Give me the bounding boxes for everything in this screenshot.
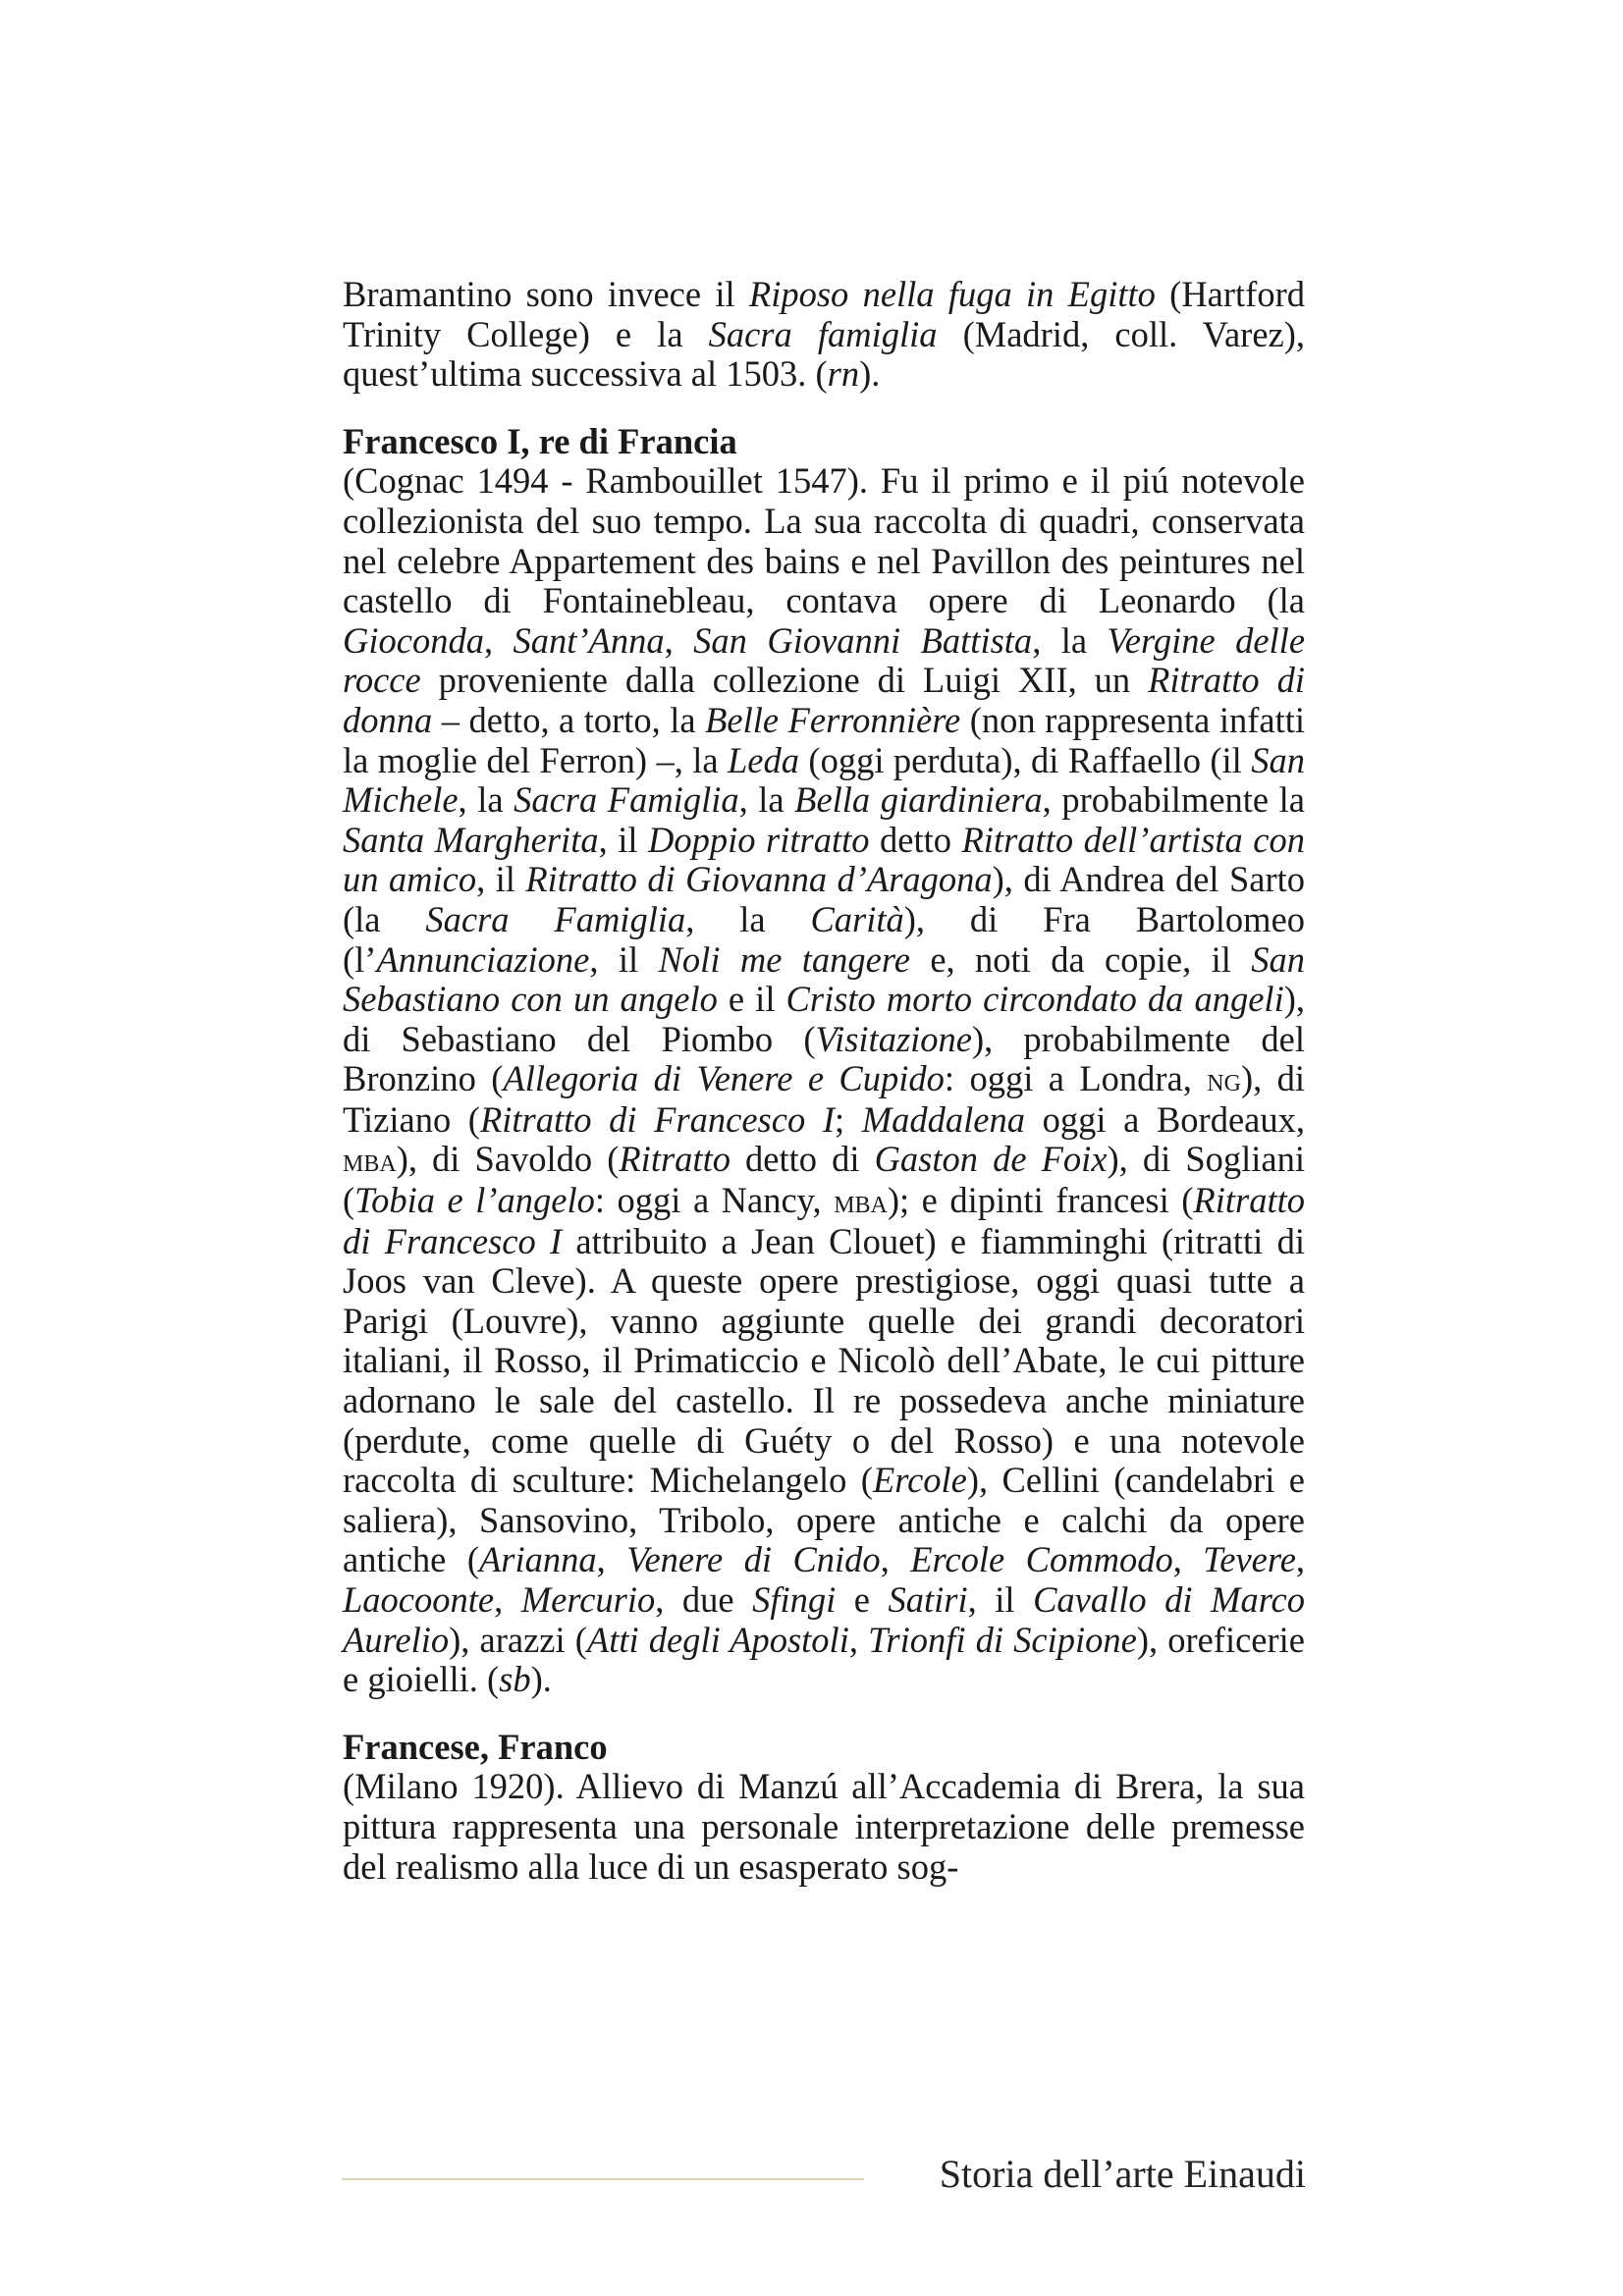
body-text: , la: [458, 779, 514, 821]
museum-abbreviation: mba: [834, 1183, 888, 1221]
artwork-title: Maddalena: [861, 1098, 1026, 1140]
artwork-title: Leda: [728, 739, 799, 780]
artwork-title: Ritratto di Giovanna d’Aragona: [525, 859, 993, 900]
body-text: ,: [848, 1619, 869, 1660]
artwork-title: San Giovanni Battista: [693, 619, 1033, 661]
artwork-title: Annunciazione: [376, 938, 590, 980]
artwork-title: Ritratto: [619, 1139, 730, 1180]
artwork-title: Ritratto dell’artista con un amico: [343, 819, 1305, 900]
body-text: ), di Andrea del Sarto (la: [343, 859, 1306, 939]
body-text: : oggi a Londra,: [944, 1058, 1208, 1099]
publication-title: Storia dell’arte Einaudi: [939, 2152, 1306, 2196]
artwork-title: Tobia e l’angelo: [354, 1180, 595, 1221]
body-text: – detto, a torto, la: [432, 699, 706, 740]
body-text: , il: [967, 1579, 1034, 1620]
artwork-title: San Sebastiano con un angelo: [343, 938, 1305, 1020]
artwork-title: Carità: [810, 898, 904, 939]
body-text: ), di Tiziano (: [343, 1058, 1306, 1140]
body-text: , il: [589, 938, 659, 980]
body-text: (non rappresenta infatti la moglie del Ferron) –, la: [343, 699, 1305, 780]
page-footer: [342, 2150, 1306, 2199]
entry-body: [343, 461, 1305, 1699]
body-text: ).: [530, 1659, 552, 1700]
page-body: [343, 275, 1305, 1914]
body-text: oggi a Bordeaux,: [1025, 1098, 1305, 1140]
artwork-title: Vergine delle rocce: [343, 619, 1306, 701]
body-text: , il: [598, 819, 649, 860]
body-text: (oggi perduta), di Raffaello (il: [799, 739, 1252, 780]
artwork-title: Mercurio: [520, 1579, 656, 1620]
artwork-title: Sacra Famiglia: [514, 779, 739, 821]
body-text: , la: [1032, 619, 1108, 661]
intro-text: Bramantino sono invece il: [343, 274, 749, 314]
body-text: detto di: [730, 1139, 875, 1180]
entry-title: Francesco I, re di Francia: [343, 420, 737, 461]
body-text: e il: [717, 979, 786, 1020]
artwork-title: Noli me tangere: [658, 938, 910, 980]
intro-text: ).: [859, 353, 881, 395]
body-text: , la: [738, 779, 795, 821]
entry-francesco-i: [343, 422, 1305, 1700]
body-text: , due: [655, 1579, 753, 1620]
body-text: ), di Savoldo (: [396, 1139, 620, 1180]
body-text: ), di Sogliani (: [343, 1139, 1306, 1221]
body-text: proveniente dalla collezione di Luigi XII, un: [420, 660, 1149, 701]
artwork-title: Belle Ferronnière: [705, 699, 961, 740]
artwork-title: Doppio ritratto: [648, 819, 870, 860]
footer-rule: [342, 2178, 864, 2180]
artwork-title: Satiri: [888, 1579, 968, 1620]
artwork-title: sb: [499, 1659, 531, 1700]
artwork-title: Gioconda: [343, 619, 484, 661]
body-text: ,: [596, 1539, 627, 1580]
intro-text: (Madrid, coll. Varez), quest’ultima successiva al 1503. (: [343, 313, 1306, 395]
artwork-title: Sacra Famiglia: [425, 898, 686, 939]
body-text: , la: [685, 898, 811, 939]
body-text: ), di Fra Bartolomeo (l’: [343, 898, 1306, 980]
artwork-title: Santa Margherita: [343, 819, 599, 860]
artwork-title: Sant’Anna: [513, 619, 665, 661]
body-text: , il: [476, 859, 526, 900]
body-text: ); e dipinti francesi (: [887, 1180, 1194, 1221]
body-text: ,: [483, 619, 514, 661]
artwork-title: Tevere: [1203, 1539, 1296, 1580]
body-text: e, noti da copie, il: [909, 938, 1252, 980]
body-text: (Cognac 1494 - Rambouillet 1547). Fu il primo e il piú notevole collezionista del suo tempo. La sua raccolta di quadri, conservata nel celebre Appartement des bains e nel Pavillon des peintures nel castello di Fontainebleau, contava opere di Leonardo (la: [343, 460, 1305, 621]
entry-body: (Milano 1920). Allievo di Manzú all’Accademia di Brera, la sua pittura rappresenta una personale interpretazione delle premesse del realismo alla luce di un esasperato sog-: [343, 1766, 1305, 1887]
intro-paragraph: [343, 275, 1305, 395]
body-text: ), Cellini (candelabri e saliera), Sansovino, Tribolo, opere antiche e calchi da opere antiche (: [343, 1460, 1306, 1580]
body-text: ,: [1295, 1539, 1306, 1580]
artwork-title: Ritratto di donna: [343, 660, 1305, 740]
body-text: e: [836, 1579, 889, 1620]
museum-abbreviation: mba: [343, 1142, 397, 1180]
intro-text: (Hartford Trinity College) e la: [343, 274, 1305, 354]
artwork-title: Ritratto di Francesco I: [479, 1098, 835, 1140]
body-text: ;: [835, 1098, 862, 1140]
body-text: ), oreficerie e gioielli. (: [343, 1619, 1306, 1700]
body-text: attribuito a Jean Clouet) e fiamminghi (ritratti di Joos van Cleve). A queste opere prestigiose, oggi quasi tutte a Parigi (Louvre), vanno aggiunte quelle dei grandi decoratori italiani, il Rosso, il Primaticcio e Nicolò dell’Abate, le cui pitture adornano le sale del castello. Il re possedeva anche miniature (perdute, come quelle di Guéty o del Rosso) e una notevole raccolta di sculture: Michelangelo (: [343, 1220, 1305, 1501]
body-text: ), di Sebastiano del Piombo (: [343, 979, 1305, 1059]
body-text: ,: [880, 1539, 911, 1580]
artwork-title: Atti degli Apostoli: [586, 1619, 849, 1660]
body-text: ,: [664, 619, 694, 661]
artwork-title: Gaston de Foix: [874, 1139, 1108, 1180]
body-text: detto: [869, 819, 962, 860]
artwork-title: Cavallo di Marco Aurelio: [343, 1579, 1305, 1660]
museum-abbreviation: ng: [1207, 1061, 1241, 1099]
artwork-title: Ercole: [872, 1460, 967, 1501]
artwork-title: Sacra famiglia: [708, 313, 938, 354]
artwork-title: Bella giardiniera: [794, 779, 1043, 821]
artwork-title: San Michele: [343, 739, 1305, 821]
body-text: ,: [494, 1579, 521, 1620]
artwork-title: Sfingi: [752, 1579, 837, 1620]
artwork-title: Allegoria di Venere e Cupido: [503, 1058, 945, 1099]
artwork-title: Ritratto di Francesco I: [343, 1180, 1305, 1261]
artwork-title: Venere di Cnido: [626, 1539, 881, 1580]
artwork-title: Riposo nella fuga in Egitto: [748, 274, 1156, 314]
artwork-title: Visitazione: [815, 1018, 972, 1059]
body-text: ,: [1172, 1539, 1204, 1580]
artwork-title: Laocoonte: [343, 1579, 495, 1620]
artwork-title: Ercole Commodo: [910, 1539, 1173, 1580]
entry-francese-franco: [343, 1728, 1305, 1887]
body-text: , probabilmente la: [1042, 779, 1306, 821]
body-text: ), arazzi (: [449, 1619, 587, 1660]
entry-title: Francese, Franco: [343, 1726, 608, 1767]
body-text: ), probabilmente del Bronzino (: [343, 1018, 1305, 1099]
artwork-title: Arianna: [478, 1539, 597, 1580]
author-initials: rn: [827, 353, 860, 395]
artwork-title: Cristo morto circondato da angeli: [785, 979, 1284, 1020]
artwork-title: Trionfi di Scipione: [868, 1619, 1137, 1660]
body-text: : oggi a Nancy,: [594, 1180, 835, 1221]
